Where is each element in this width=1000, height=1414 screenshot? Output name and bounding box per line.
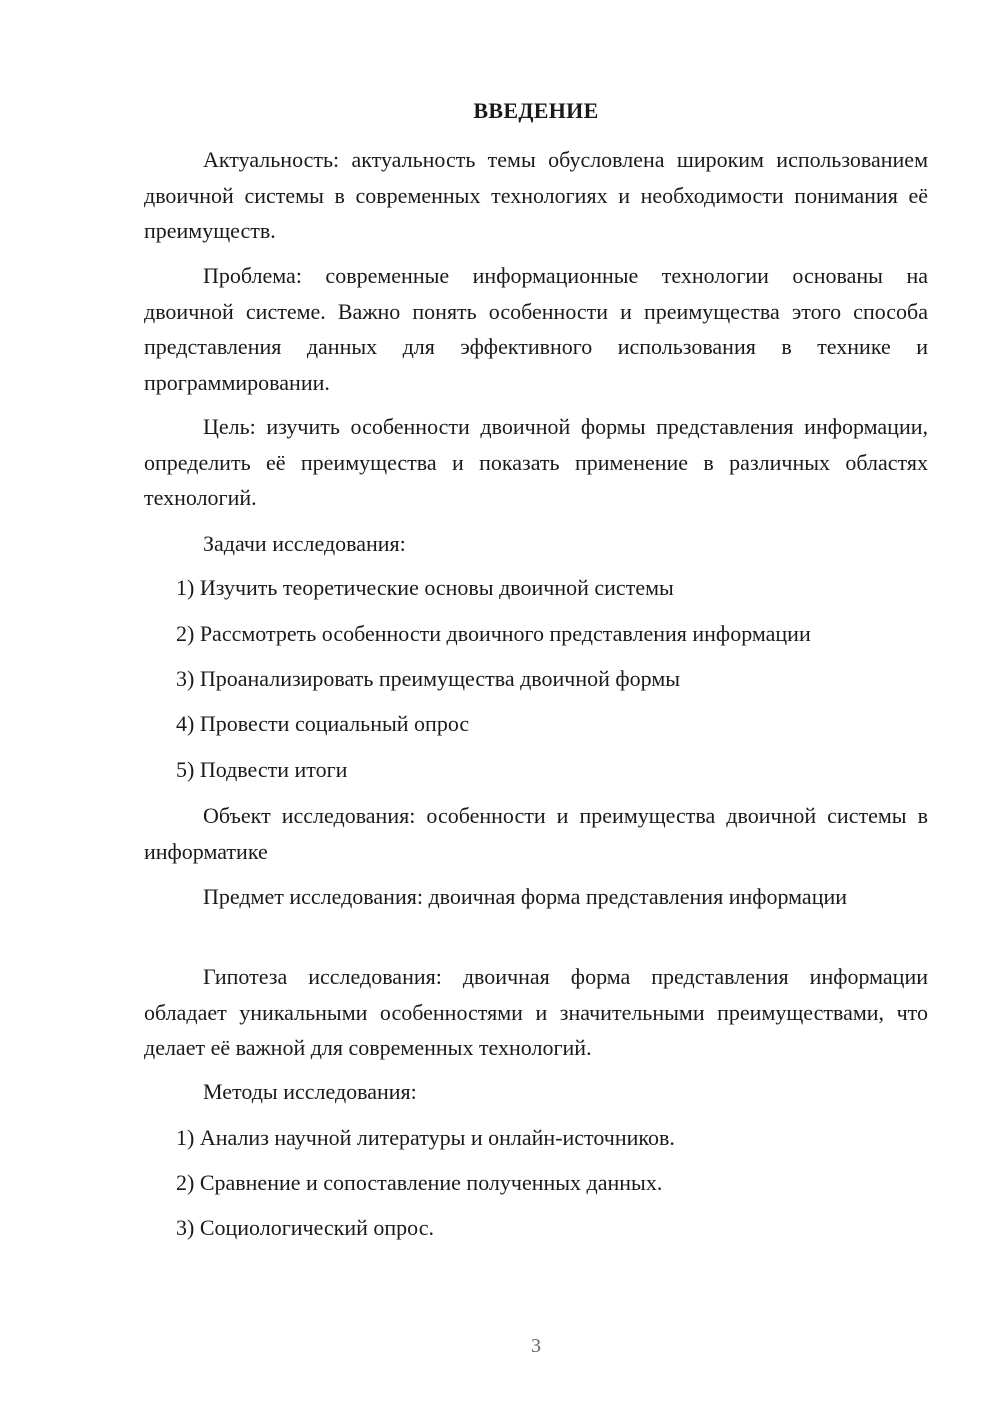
task-item: 5) Подвести итоги <box>176 757 348 782</box>
problem-paragraph: Проблема: современные информационные технологии основаны на двоичной системе. Важно понять особенности и преимущества этого способа представления данных для эффективного использования в технике и программировании. <box>144 263 928 395</box>
goal-paragraph: Цель: изучить особенности двоичной формы представления информации, определить её преимущества и показать применение в различных областях технологий. <box>144 414 928 510</box>
page-number: 3 <box>531 1335 541 1357</box>
method-item: 3) Социологический опрос. <box>176 1215 434 1240</box>
methods-heading: Методы исследования: <box>203 1079 417 1104</box>
method-item: 2) Сравнение и сопоставление полученных данных. <box>176 1170 663 1195</box>
relevance-paragraph: Актуальность: актуальность темы обусловлена широким использованием двоичной системы в современных технологиях и необходимости понимания её преимуществ. <box>144 147 928 243</box>
hypothesis-paragraph: Гипотеза исследования: двоичная форма представления информации обладает уникальными особенностями и значительными преимуществами, что делает её важной для современных технологий. <box>144 964 928 1060</box>
object-paragraph: Объект исследования: особенности и преимущества двоичной системы в информатике <box>144 803 928 864</box>
tasks-heading: Задачи исследования: <box>203 531 406 556</box>
task-item: 3) Проанализировать преимущества двоичной формы <box>176 666 681 691</box>
task-item: 2) Рассмотреть особенности двоичного представления информации <box>176 621 811 646</box>
subject-paragraph: Предмет исследования: двоичная форма представления информации <box>203 884 848 909</box>
page-title: ВВЕДЕНИЕ <box>473 98 599 123</box>
method-item: 1) Анализ научной литературы и онлайн-источников. <box>176 1125 675 1150</box>
task-item: 4) Провести социальный опрос <box>176 711 470 736</box>
task-item: 1) Изучить теоретические основы двоичной системы <box>176 575 674 600</box>
